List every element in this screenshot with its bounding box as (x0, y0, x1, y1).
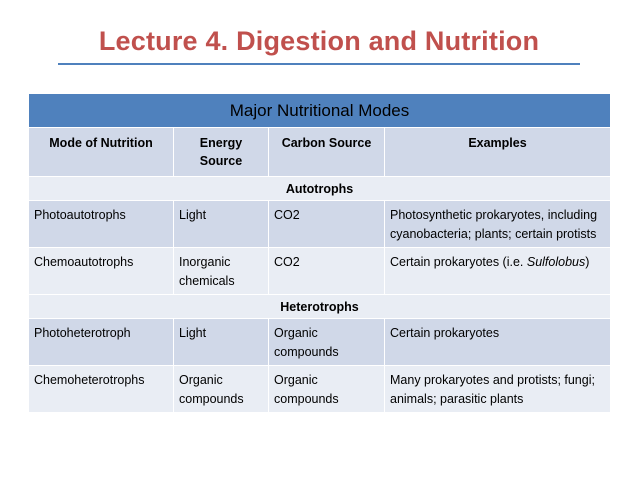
cell-mode: Chemoautotrophs (29, 248, 174, 295)
table-row (29, 201, 611, 248)
section-label-heterotrophs: Heterotrophs (29, 295, 611, 319)
cell-carbon: Organic compounds (269, 366, 385, 413)
cell-examples: Many prokaryotes and protists; fungi; animals; parasitic plants (385, 366, 611, 413)
cell-energy: Light (174, 201, 269, 248)
examples-text-end: ) (585, 255, 590, 269)
cell-examples: Certain prokaryotes (385, 319, 611, 366)
section-label-autotrophs: Autotrophs (29, 177, 611, 201)
column-header-examples: Examples (385, 128, 611, 177)
cell-carbon: CO2 (269, 248, 385, 295)
title-underline (58, 63, 580, 65)
cell-energy: Inorganic chemicals (174, 248, 269, 295)
page-title: Lecture 4. Digestion and Nutrition (98, 26, 540, 56)
table-row (29, 248, 611, 295)
cell-mode: Chemoheterotrophs (29, 366, 174, 413)
cell-carbon: Organic compounds (269, 319, 385, 366)
table-row (29, 366, 611, 413)
table-row (29, 319, 611, 366)
cell-examples: Photosynthetic prokaryotes, including cyanobacteria; plants; certain protists (385, 201, 611, 248)
column-header-carbon: Carbon Source (269, 128, 385, 177)
cell-energy: Organic compounds (174, 366, 269, 413)
examples-italic-text: Sulfolobus (526, 255, 586, 269)
examples-text: Certain prokaryotes (i.e. (390, 255, 527, 269)
cell-carbon: CO2 (269, 201, 385, 248)
table-caption: Major Nutritional Modes (29, 94, 611, 128)
column-header-energy: Energy Source (174, 128, 269, 177)
cell-mode: Photoautotrophs (29, 201, 174, 248)
column-header-mode: Mode of Nutrition (29, 128, 174, 177)
nutritional-modes-table (28, 93, 611, 413)
cell-examples (385, 248, 611, 295)
cell-energy: Light (174, 319, 269, 366)
cell-mode: Photoheterotroph (29, 319, 174, 366)
